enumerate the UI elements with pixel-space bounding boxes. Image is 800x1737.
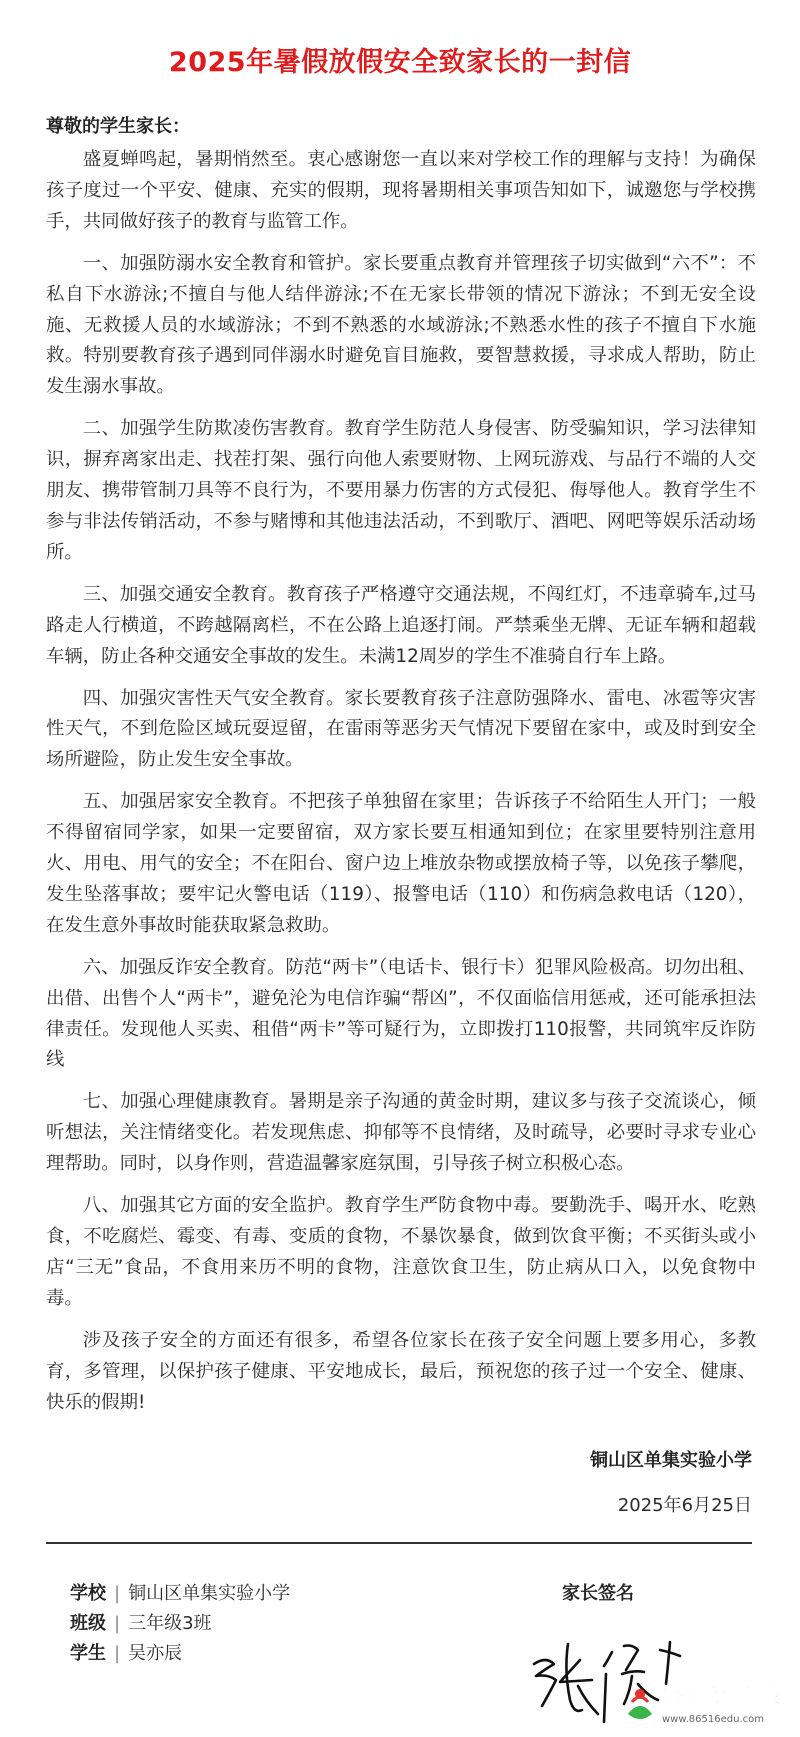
paragraph-weather: 四、加强灾害性天气安全教育。家长要教育孩子注意防强降水、雷电、冰雹等灾害性天气，不到危险区域玩耍逗留，在雷雨等恶劣天气情况下要留在家中，或及时到安全场所避险，防止发生安全事故。 [46,687,756,771]
watermark-url: www.86516edu.com [662,1714,764,1725]
separator: | [114,1613,121,1634]
letter-title: 2025年暑假放假安全致家长的一封信 [168,47,632,78]
signoff-school: 铜山区单集实验小学 [590,1450,752,1471]
student-label: 学生 [70,1643,106,1664]
paragraph-mental: 七、加强心理健康教育。暑期是亲子沟通的黄金时期，建议多与孩子交流谈心，倾听想法，关注情绪变化。若发现焦虑、抑郁等不良情绪，及时疏导，必要时寻求专业心理帮助。同时，以身作则，营造温馨家庭氛围，引导孩子树立积极心态。 [46,1091,756,1175]
paragraph-drowning: 一、加强防溺水安全教育和管护。家长要重点教育并管理孩子切实做到“六不”：不私自下水游泳;不擅自与他人结伴游泳;不在无家长带领的情况下游泳；不到无安全设施、无救援人员的水域游泳；不到不熟悉的水域游泳;不熟悉水性的孩子不擅自下水施救。特别要教育孩子遇到同伴溺水时避免盲目施救，要智慧救援，寻求成人帮助，防止发生溺水事故。 [46,252,756,398]
info-row-school [70,1579,290,1605]
paragraph-intro: 盛夏蝉鸣起，暑期悄然至。衷心感谢您一直以来对学校工作的理解与支持！为确保孩子度过一个平安、健康、充实的假期，现将暑期相关事项告知如下，诚邀您与学校携手，共同做好孩子的教育与监管工作。 [46,149,756,232]
paragraph-other: 八、加强其它方面的安全监护。教育学生严防食物中毒。要勤洗手、喝开水、吃熟食，不吃腐烂、霉变、有毒、变质的食物，不暴饮暴食，做到饮食平衡；不买街头或小店“三无”食品，不食用来历不明的食物，注意饮食卫生，防止病从口入，以免食物中毒。 [46,1195,756,1309]
info-row-student [70,1639,182,1665]
signoff-date: 2025年6月25日 [617,1495,752,1516]
paragraph-home: 五、加强居家安全教育。不把孩子单独留在家里；告诉孩子不给陌生人开门；一般不得留宿同学家，如果一定要留宿，双方家长要互相通知到位；在家里要特别注意用火、用电、用气的安全；不在阳台、窗户边上堆放杂物或摆放椅子等，以免孩子攀爬，发生坠落事故；要牢记火警电话（119）、报警电话（110）和伤病急救电话（120），在发生意外事故时能获取紧急救助。 [46,791,756,936]
greeting: 尊敬的学生家长： [46,116,190,137]
paragraph-closing: 涉及孩子安全的方面还有很多，希望各位家长在孩子安全问题上要多用心，多教育，多管理，以保护孩子健康、平安地成长，最后，预祝您的孩子过一个安全、健康、快乐的假期! [46,1329,756,1413]
paragraph-bullying: 二、加强学生防欺凌伤害教育。教育学生防范人身侵害、防受骗知识，学习法律知识，摒弃离家出走、找茬打架、强行向他人索要财物、上网玩游戏、与品行不端的人交朋友、携带管制刀具等不良行为，不要用暴力伤害的方式侵犯、侮辱他人。教育学生不参与非法传销活动，不参与赌博和其他违法活动，不到歌厅、酒吧、网吧等娱乐活动场所。 [46,418,756,563]
class-label: 班级 [70,1613,106,1634]
paragraph-traffic: 三、加强交通安全教育。教育孩子严格遵守交通法规，不闯红灯，不违章骑车,过马路走人行横道，不跨越隔离栏，不在公路上追逐打闹。严禁乘坐无牌、无证车辆和超载车辆，防止各种交通安全事故的发生。未满12周岁的学生不准骑自行车上路。 [46,583,756,667]
letter-body [46,145,756,1429]
info-row-class [70,1609,212,1635]
paragraph-fraud: 六、加强反诈安全教育。防范“两卡”（电话卡、银行卡）犯罪风险极高。切勿出租、出借、出售个人“两卡”，避免沦为电信诈骗“帮凶”，不仅面临信用惩戒，还可能承担法律责任。发现他人买卖、租借“两卡”等可疑行为，立即拨打110报警，共同筑牢反诈防线 [46,956,756,1071]
separator: | [114,1583,121,1604]
separator: | [114,1643,121,1664]
watermark-logo [622,1672,798,1734]
divider [46,1542,752,1544]
school-label: 学校 [70,1583,106,1604]
class-value: 三年级3班 [128,1613,212,1634]
parent-signature-label: 家长签名 [562,1583,634,1604]
school-value: 铜山区单集实验小学 [128,1583,291,1604]
student-value: 吴亦辰 [128,1643,183,1664]
watermark-name: 徐州教育在线 [660,1683,780,1707]
